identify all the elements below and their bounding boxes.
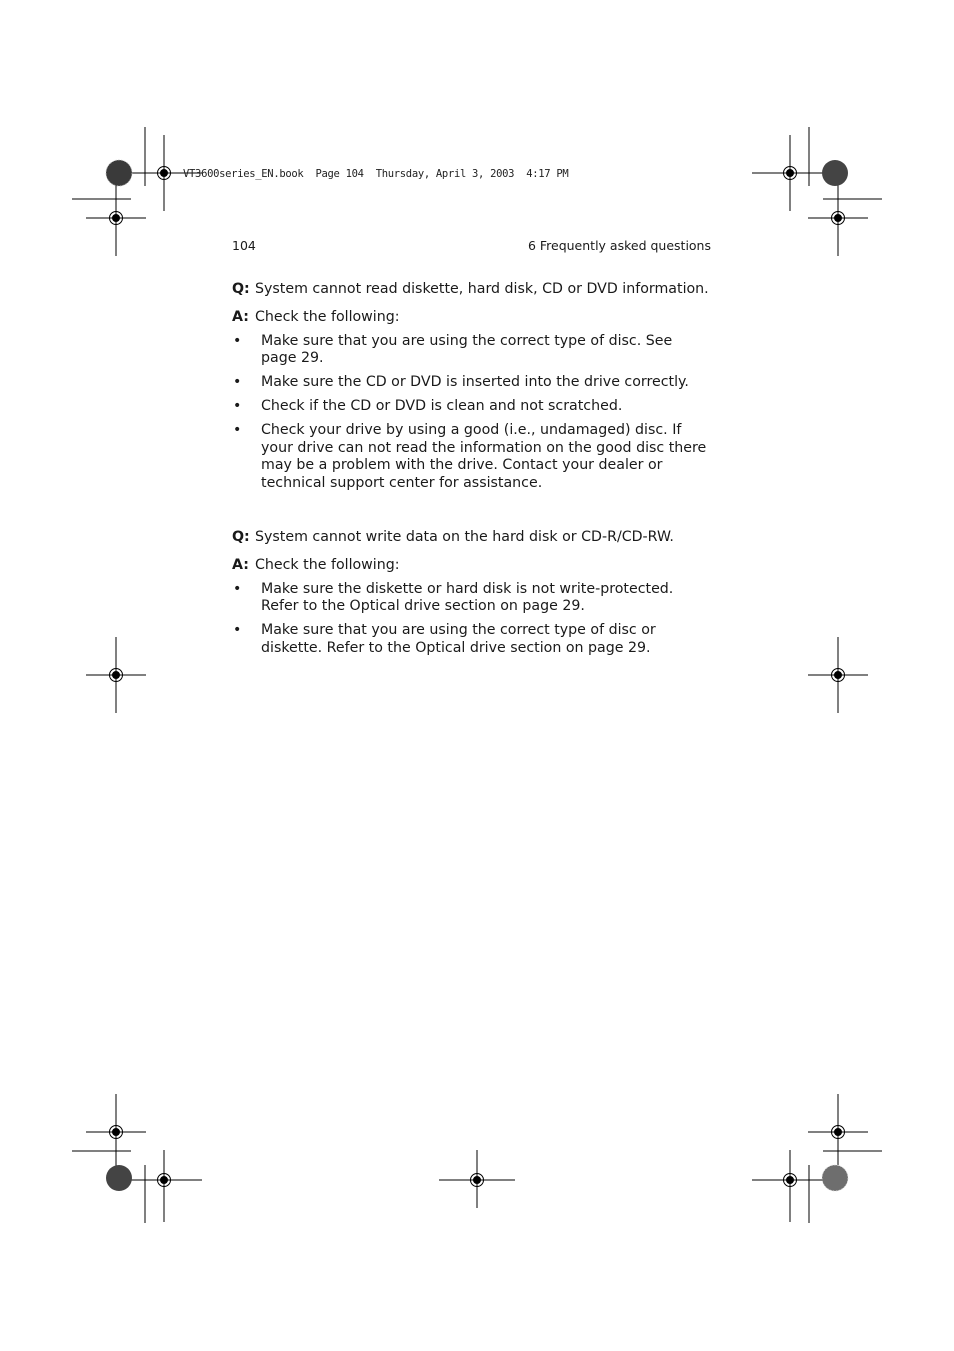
answer-intro: Check the following: bbox=[255, 308, 400, 325]
list-item bbox=[232, 622, 712, 658]
list-item-text: Make sure that you are using the correct type of disc or diskette. Refer to the Optical drive section on page 29. bbox=[261, 622, 656, 656]
answer-label: A: bbox=[232, 308, 249, 325]
chapter-title: 6 Frequently asked questions bbox=[527, 238, 711, 253]
answer-intro: Check the following: bbox=[255, 556, 400, 573]
page-number: 104 bbox=[232, 238, 256, 253]
list-item-text: Make sure the diskette or hard disk is not write-protected. Refer to the Optical drive section on page 29. bbox=[261, 580, 674, 615]
question-label: Q: bbox=[232, 281, 250, 297]
bullet-glyph: • bbox=[233, 580, 242, 597]
question-label: Q: bbox=[232, 528, 250, 545]
list-item-text: Make sure that you are using the correct type of disc. See page 29. bbox=[261, 332, 673, 367]
list-item bbox=[232, 333, 712, 369]
answer-2-list bbox=[232, 581, 712, 658]
running-header bbox=[232, 238, 711, 253]
bullet-glyph: • bbox=[233, 397, 242, 414]
answer-1-list bbox=[232, 333, 712, 493]
question-2 bbox=[232, 529, 712, 547]
bullet-glyph: • bbox=[233, 421, 242, 438]
bullet-glyph: • bbox=[233, 374, 242, 391]
bullet-glyph: • bbox=[233, 622, 242, 639]
question-text: System cannot write data on the hard disk or CD-R/CD-RW. bbox=[255, 528, 674, 545]
list-item-text: Check your drive by using a good (i.e., undamaged) disc. If your drive can not read the information on the good disc there may be a problem with the drive. Contact your dealer or technical support center for assistance. bbox=[261, 421, 707, 492]
list-item bbox=[232, 581, 712, 617]
list-item-text: Check if the CD or DVD is clean and not scratched. bbox=[261, 397, 623, 414]
question-text: System cannot read diskette, hard disk, CD or DVD information. bbox=[255, 281, 709, 297]
answer-2 bbox=[232, 557, 712, 575]
question-1 bbox=[232, 281, 712, 299]
print-slug: VT3600series_EN.book Page 104 Thursday, April 3, 2003 4:17 PM bbox=[183, 168, 569, 180]
bullet-glyph: • bbox=[233, 332, 242, 349]
answer-1 bbox=[232, 309, 712, 327]
list-item bbox=[232, 374, 712, 392]
faq-content bbox=[232, 281, 712, 664]
list-item bbox=[232, 422, 712, 493]
list-item-text: Make sure the CD or DVD is inserted into the drive correctly. bbox=[261, 374, 689, 391]
list-item bbox=[232, 398, 712, 416]
answer-label: A: bbox=[232, 556, 249, 573]
